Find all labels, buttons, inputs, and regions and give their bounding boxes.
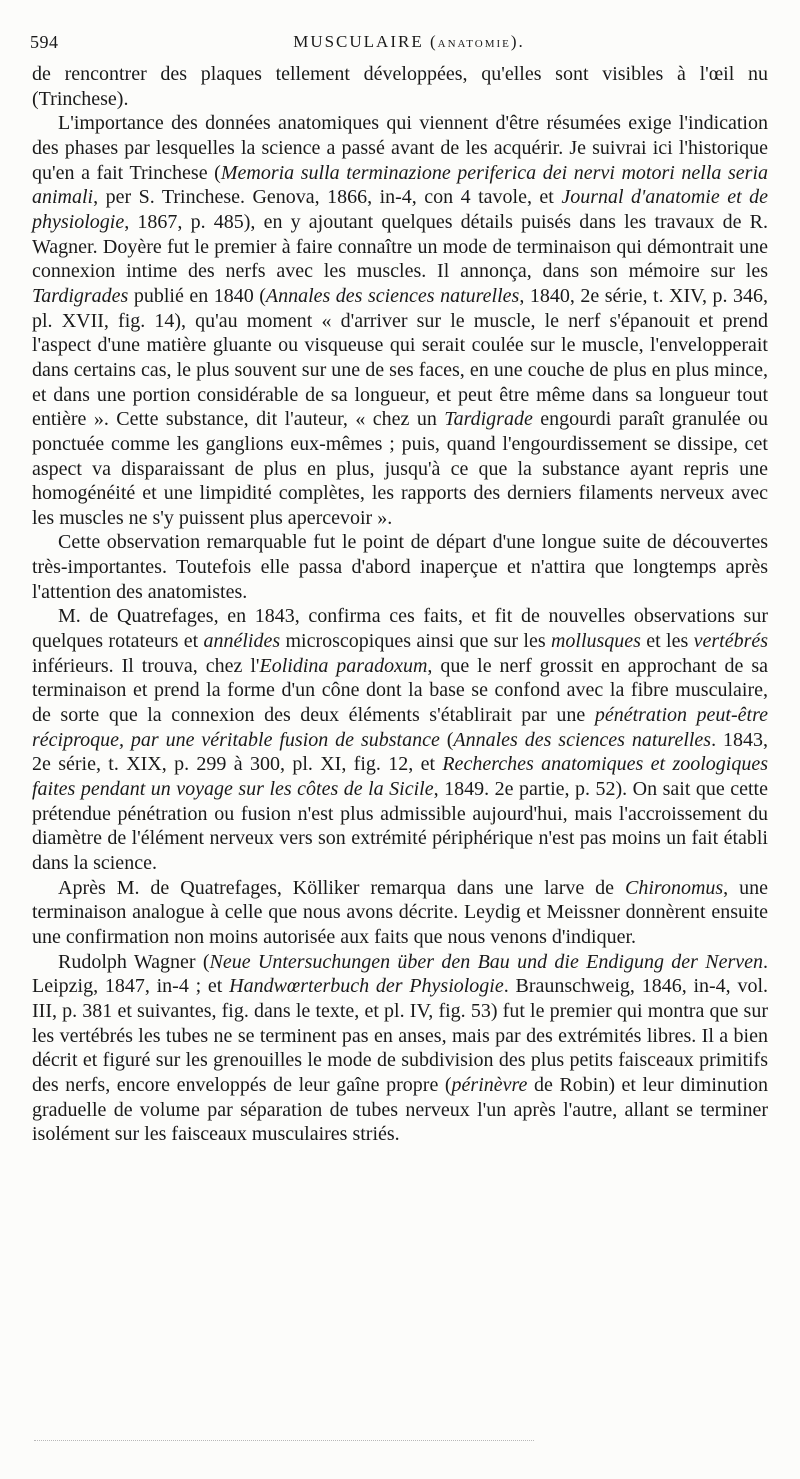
running-title-close: ). [510,32,525,51]
text-segment: . Braunschweig, 1846, in-4, vol. III, p. 381 et suivantes, fig. dans le texte, et pl. IV, fig. 53) fut le premier qui montra que sur les vertébrés les tubes ne se terminent pas en anses, mais par des extrémités libres. Il a bien décrit et figuré sur les grenouilles le mode de subdivision des plus petits faisceaux primitifs des nerfs, encore enveloppés de leur gaîne propre ( [32,975,768,1096]
page-number: 594 [30,32,59,52]
running-title [30,32,788,52]
italic-text: périnèvre [451,1073,528,1096]
paragraph-3 [32,604,768,875]
italic-text: vertébrés [693,630,769,653]
running-title-subtitle: ANATOMIE [437,38,511,50]
text-segment: Après M. de Quatrefages, Kölliker remarqua dans une larve de [58,876,625,899]
running-title-main: MUSCULAIRE ( [293,32,438,51]
paragraph-0 [32,62,768,111]
italic-text: Handwœrterbuch der Physiologie [229,975,504,998]
text-segment: de Robin) et leur diminution graduelle de volume par séparation de tubes nerveux l'un après l'autre, allant se terminer isolément sur les faisceaux musculaires striés. [32,1073,768,1146]
text-segment: inférieurs. Il trouva, chez l' [32,654,260,677]
italic-text: annélides [203,630,281,653]
italic-text: Eolidina paradoxum [259,654,428,677]
text-segment: . Leipzig, 1847, in-4 ; et [32,950,768,998]
text-segment: , 1867, p. 485), en y ajoutant quelques détails puisés dans les travaux de R. Wagner. Doyère fut le premier à faire connaître un mode de terminaison qui démontrait une connexion intime des nerfs avec les muscles. Il annonça, dans son mémoire sur les [32,210,768,283]
italic-text: Recherches anatomiques et zoologiques faites pendant un voyage sur les côtes de la Sicile [32,753,768,801]
text-segment: microscopiques ainsi que sur les [280,630,551,653]
page-header [30,32,788,58]
italic-text: Memoria sulla terminazione periferica dei nervi motori nella seria animali [32,161,768,209]
text-segment: engourdi paraît granulée ou ponctuée comme les ganglions eux-mêmes ; puis, quand l'engourdissement se dissipe, cet aspect va disparaissant de plus en plus, jusqu'à ce que la substance ayant repris une homogénéité et une limpidité complètes, les rapports des derniers filaments nerveux avec les muscles ne s'y puissent plus apercevoir ». [32,408,768,529]
body-text [32,62,768,1147]
footer-rule [34,1440,534,1441]
paragraph-1 [32,111,768,530]
italic-text: Neue Untersuchungen über den Bau und die Endigung der Nerven [209,950,763,973]
italic-text: Annales des sciences naturelles [453,728,712,751]
text-segment: , 1840, 2e série, t. XIV, p. 346, pl. XVII, fig. 14), qu'au moment « d'arriver sur le muscle, le nerf s'épanouit et prend l'aspect d'une matière gluante ou visqueuse qui serait coulée sur le muscle, l'envelopperait dans certains cas, le plus souvent sur une de ses faces, en une couche de plus en plus mince, et dans une portion considérable de sa longueur, et peut être même dans sa longueur tout entière ». Cette substance, dit l'auteur, « chez un [32,284,768,431]
text-segment: ( [439,728,454,751]
paragraph-5 [32,950,768,1147]
text-segment: Cette observation remarquable fut le point de départ d'une longue suite de découvertes très-importantes. Toutefois elle passa d'abord inaperçue et n'attira que longtemps après l'attention des anatomistes. [32,531,768,603]
italic-text: Chironomus [625,876,724,899]
text-segment: L'importance des données anatomiques qui viennent d'être résumées exige l'indication des phases par lesquelles la science a passé avant de les acquérir. Je suivrai ici l'historique qu'en a fait Trinchese ( [32,112,768,184]
text-segment: publié en 1840 ( [128,284,266,307]
text-segment: , que le nerf grossit en approchant de sa terminaison et prend la forme d'un cône dont la base se confond avec la fibre musculaire, de sorte que la connexion des deux éléments s'établirait par une [32,654,769,727]
italic-text: Annales des sciences naturelles [265,284,520,307]
paragraph-2 [32,530,768,604]
text-segment: et les [640,630,694,653]
italic-text: Journal d'anatomie et de physiologie [32,186,768,233]
italic-text: Tardigrade [444,408,533,431]
italic-text: Tardigrades [32,284,129,307]
text-segment: de rencontrer des plaques tellement développées, qu'elles sont visibles à l'œil nu (Trinchese). [32,63,768,110]
italic-text: pénétration peut-être réciproque, par une véritable fusion de substance [32,704,769,751]
text-segment: M. de Quatrefages, en 1843, confirma ces faits, et fit de nouvelles observations sur quelques rotateurs et [32,605,768,653]
paragraph-4 [32,876,768,950]
text-segment: Rudolph Wagner ( [58,950,210,973]
text-segment: . 1843, 2e série, t. XIX, p. 299 à 300, pl. XI, fig. 12, et [32,728,768,776]
text-segment: , 1849. 2e partie, p. 52). On sait que cette prétendue pénétration ou fusion n'est plus admissible aujourd'hui, mais l'accroissement du diamètre de l'élément nerveux vers son extrémité périphérique n'est pas moins un fait établi dans la science. [32,778,768,874]
text-segment: , une terminaison analogue à celle que nous avons décrite. Leydig et Meissner donnèrent ensuite une confirmation non moins autorisée aux faits que nous venons d'indiquer. [32,876,768,948]
text-segment: , per S. Trinchese. Genova, 1866, in-4, con 4 tavole, et [93,186,562,209]
italic-text: mollusques [550,630,641,653]
